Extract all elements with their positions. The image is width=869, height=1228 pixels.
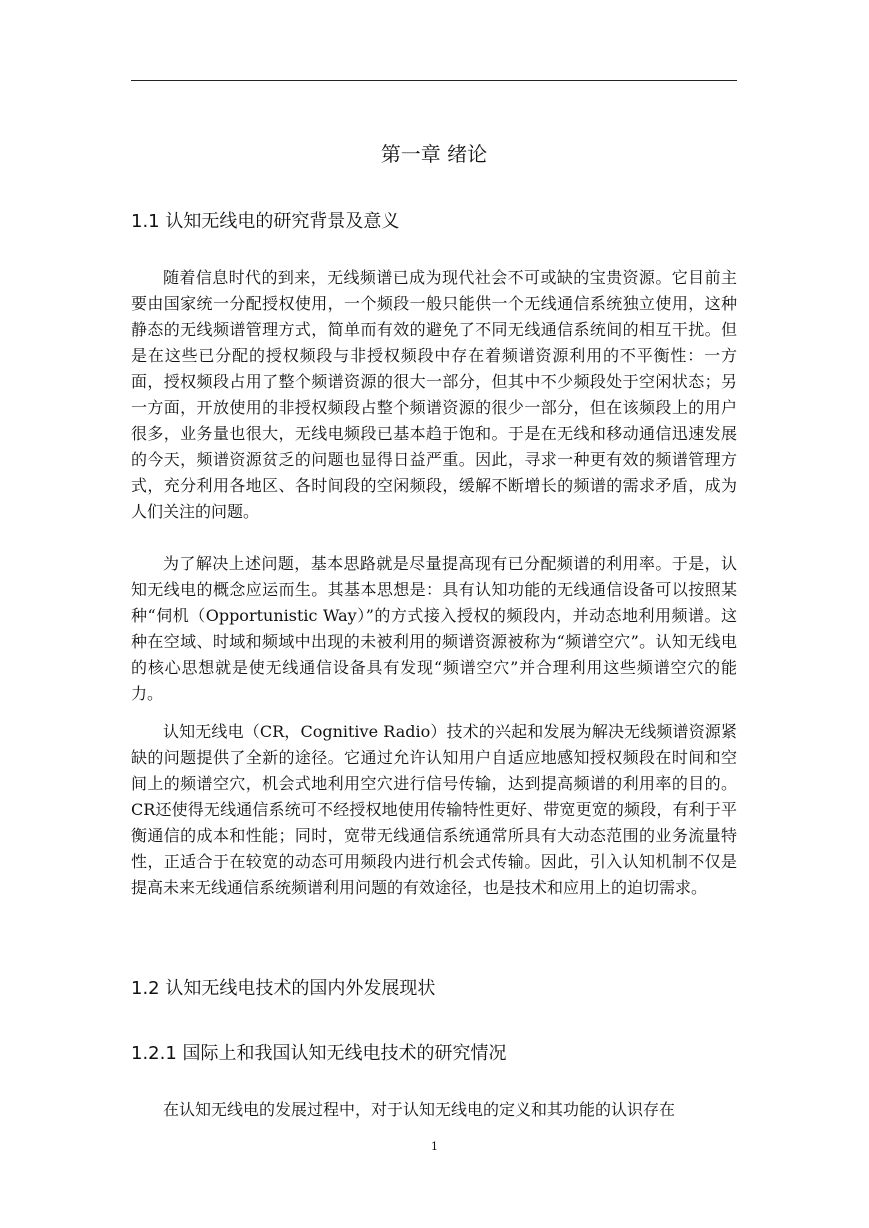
section-heading-1-2: 1.2 认知无线电技术的国内外发展现状 [131,978,436,999]
page-number: 1 [431,1140,438,1153]
chapter-title: 第一章 绪论 [380,142,488,166]
paragraph-1: 随着信息时代的到来，无线频谱已成为现代社会不可或缺的宝贵资源。它目前主要由国家统一分配授权使用，一个频段一般只能供一个无线通信系统独立使用，这种静态的无线频谱管理方式，简单而有效的避免了不同无线通信系统间的相互干扰。但是在这些已分配的授权频段与非授权频段中存在着频谱资源利用的不平衡性：一方面，授权频段占用了整个频谱资源的很大一部分，但其中不少频段处于空闲状态；另一方面，开放使用的非授权频段占整个频谱资源的很少一部分，但在该频段上的用户很多，业务量也很大，无线电频段已基本趋于饱和。于是在无线和移动通信迅速发展的今天，频谱资源贫乏的问题也显得日益严重。因此，寻求一种更有效的频谱管理方式，充分利用各地区、各时间段的空闲频段，缓解不断增长的频谱的需求矛盾，成为人们关注的问题。 [131,268,737,521]
section-heading-1-1: 1.1 认知无线电的研究背景及意义 [131,211,400,232]
paragraph-4: 在认知无线电的发展过程中，对于认知无线电的定义和其功能的认识存在 [163,1100,676,1119]
header-rule [131,80,737,81]
paragraph-2: 为了解决上述问题，基本思路就是尽量提高现有已分配频谱的利用率。于是，认知无线电的概念应运而生。其基本思想是：具有认知功能的无线通信设备可以按照某种“伺机（Opportunistic Way）”的方式接入授权的频段内，并动态地利用频谱。这种在空域、时域和频域中出现的未被利用的频谱资源被称为“频谱空穴”。认知无线电的核心思想就是使无线通信设备具有发现“频谱空穴”并合理利用这些频谱空穴的能力。 [131,554,737,703]
section-heading-1-2-1: 1.2.1 国际上和我国认知无线电技术的研究情况 [131,1043,507,1064]
paragraph-3: 认知无线电（CR，Cognitive Radio）技术的兴起和发展为解决无线频谱资源紧缺的问题提供了全新的途径。它通过允许认知用户自适应地感知授权频段在时间和空间上的频谱空穴，机会式地利用空穴进行信号传输，达到提高频谱的利用率的目的。CR还使得无线通信系统可不经授权地使用传输特性更好、带宽更宽的频段，有利于平衡通信的成本和性能；同时，宽带无线通信系统通常所具有大动态范围的业务流量特性，正适合于在较宽的动态可用频段内进行机会式传输。因此，引入认知机制不仅是提高未来无线通信系统频谱利用问题的有效途径，也是技术和应用上的迫切需求。 [131,722,737,897]
